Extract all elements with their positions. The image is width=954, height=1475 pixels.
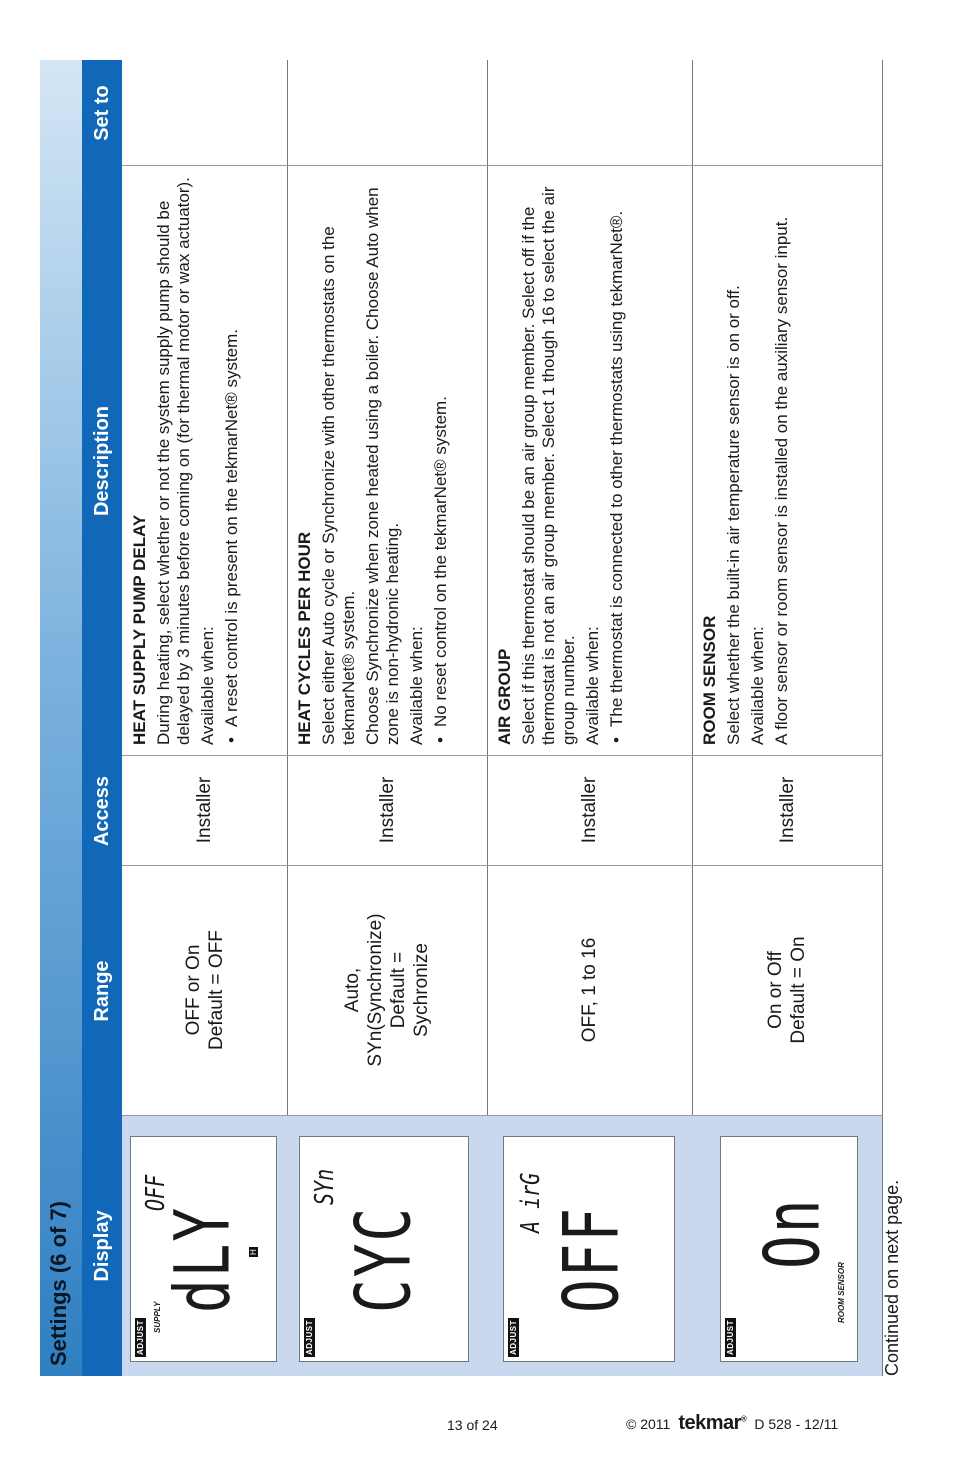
description-text: Select if this thermostat should be an air group member. Select off if the thermostat is not an air group member. Select 1 though 16 to select the air group number. <box>519 186 578 745</box>
range-line: Sychronize <box>411 943 432 1037</box>
description-text: Available when: <box>407 626 426 745</box>
set-to-cell <box>487 59 692 166</box>
setting-title: ROOM SENSOR <box>700 615 719 745</box>
table-row <box>287 60 488 1376</box>
description-text: Choose Synchronize when zone heated using a boiler. Choose Auto when zone is non-hydronic heating. <box>363 187 402 745</box>
range-line: Default = On <box>788 936 809 1044</box>
description-bullet: • A reset control is present on the tekmarNet® system. <box>222 176 242 745</box>
range-cell <box>287 865 487 1116</box>
table-header <box>82 60 122 1376</box>
adjust-label: ADJUST <box>726 1319 735 1355</box>
registered-mark: ® <box>740 1414 747 1424</box>
description-bullet: • No reset control on the tekmarNet® system. <box>431 176 451 745</box>
description-text: During heating, select whether or not the system supply pump should be delayed by 3 minutes before coming on (for thermal motor or wax actuator). <box>154 177 193 745</box>
header-range: Range <box>91 960 113 1022</box>
set-to-cell <box>692 59 882 166</box>
access-cell: Installer <box>487 755 692 866</box>
document-id: D 528 - 12/11 <box>754 1415 839 1432</box>
table-row <box>487 60 693 1376</box>
heat-icon: H <box>249 1249 258 1255</box>
header-set-to: Set to <box>91 85 113 141</box>
header-description: Description <box>91 405 113 517</box>
description-text: Available when: <box>198 626 217 745</box>
display-cell <box>122 1116 287 1376</box>
lcd-value-text: OFF <box>139 1174 171 1211</box>
range-line: OFF or On <box>182 944 204 1036</box>
description-text: Select whether the built-in air temperature sensor is on or off. <box>724 285 743 745</box>
description-text: A floor sensor or room sensor is installed on the auxiliary sensor input. <box>772 216 791 745</box>
page-title: Settings (6 of 7) <box>46 1200 71 1366</box>
range-line: On or Off <box>765 951 786 1029</box>
description-text: Available when: <box>583 626 602 745</box>
lcd-main-text: OFF <box>548 1205 637 1313</box>
lcd-value-text: SYn <box>308 1168 340 1205</box>
setting-title: HEAT CYCLES PER HOUR <box>295 531 314 745</box>
lcd-display <box>299 1136 469 1362</box>
lcd-label: SUPPLY <box>153 1301 162 1333</box>
description-text: Select either Auto cycle or Synchronize with other thermostats on the tekmarNet® system. <box>319 226 358 745</box>
lcd-display <box>503 1136 675 1362</box>
description-cell <box>487 166 692 756</box>
lcd-value-text: A irG <box>514 1172 546 1233</box>
display-cell <box>287 1116 487 1376</box>
range-line: Default = OFF <box>205 930 227 1050</box>
access-cell: Installer <box>122 755 287 866</box>
access-cell: Installer <box>287 755 487 866</box>
table-row <box>122 60 288 1376</box>
rotated-page <box>40 60 902 1376</box>
lcd-display <box>130 1136 277 1362</box>
set-to-cell <box>287 59 487 166</box>
range-cell <box>122 865 287 1116</box>
table-row <box>692 60 883 1376</box>
lcd-label: ROOM SENSOR <box>837 1262 846 1323</box>
range-cell <box>692 865 882 1116</box>
title-bar <box>40 60 84 1376</box>
display-cell <box>487 1116 692 1376</box>
set-to-cell <box>122 59 287 166</box>
header-access: Access <box>91 775 113 847</box>
setting-title: AIR GROUP <box>495 648 514 745</box>
page-number: 13 of 24 <box>447 1417 498 1433</box>
range-line: Default = <box>388 951 409 1029</box>
setting-title: HEAT SUPPLY PUMP DELAY <box>130 514 149 745</box>
adjust-label: ADJUST <box>305 1319 314 1355</box>
description-cell <box>122 166 287 756</box>
copyright: © 2011 <box>626 1415 671 1432</box>
access-cell: Installer <box>692 755 882 866</box>
brand-name: tekmar <box>678 1412 741 1434</box>
description-bullet: • The thermostat is connected to other thermostats using tekmarNet®. <box>607 176 627 745</box>
lcd-main-text: On <box>749 1197 838 1269</box>
lcd-main-text: dLY <box>159 1205 248 1313</box>
footer-brand <box>626 1412 838 1435</box>
lcd-main-text: CYC <box>340 1205 429 1313</box>
range-cell: OFF, 1 to 16 <box>487 865 692 1116</box>
header-display: Display <box>91 1210 113 1282</box>
description-cell <box>287 166 487 756</box>
lcd-display <box>720 1136 858 1362</box>
adjust-label: ADJUST <box>509 1319 518 1355</box>
range-line: Auto, <box>342 967 363 1013</box>
adjust-label: ADJUST <box>136 1319 145 1355</box>
display-cell <box>692 1116 882 1376</box>
range-line: SYn(Synchronize) <box>365 913 386 1067</box>
description-cell <box>692 166 882 756</box>
brand-logo <box>678 1412 746 1435</box>
continued-note: Continued on next page. <box>882 1179 902 1376</box>
description-text: Available when: <box>748 626 767 745</box>
